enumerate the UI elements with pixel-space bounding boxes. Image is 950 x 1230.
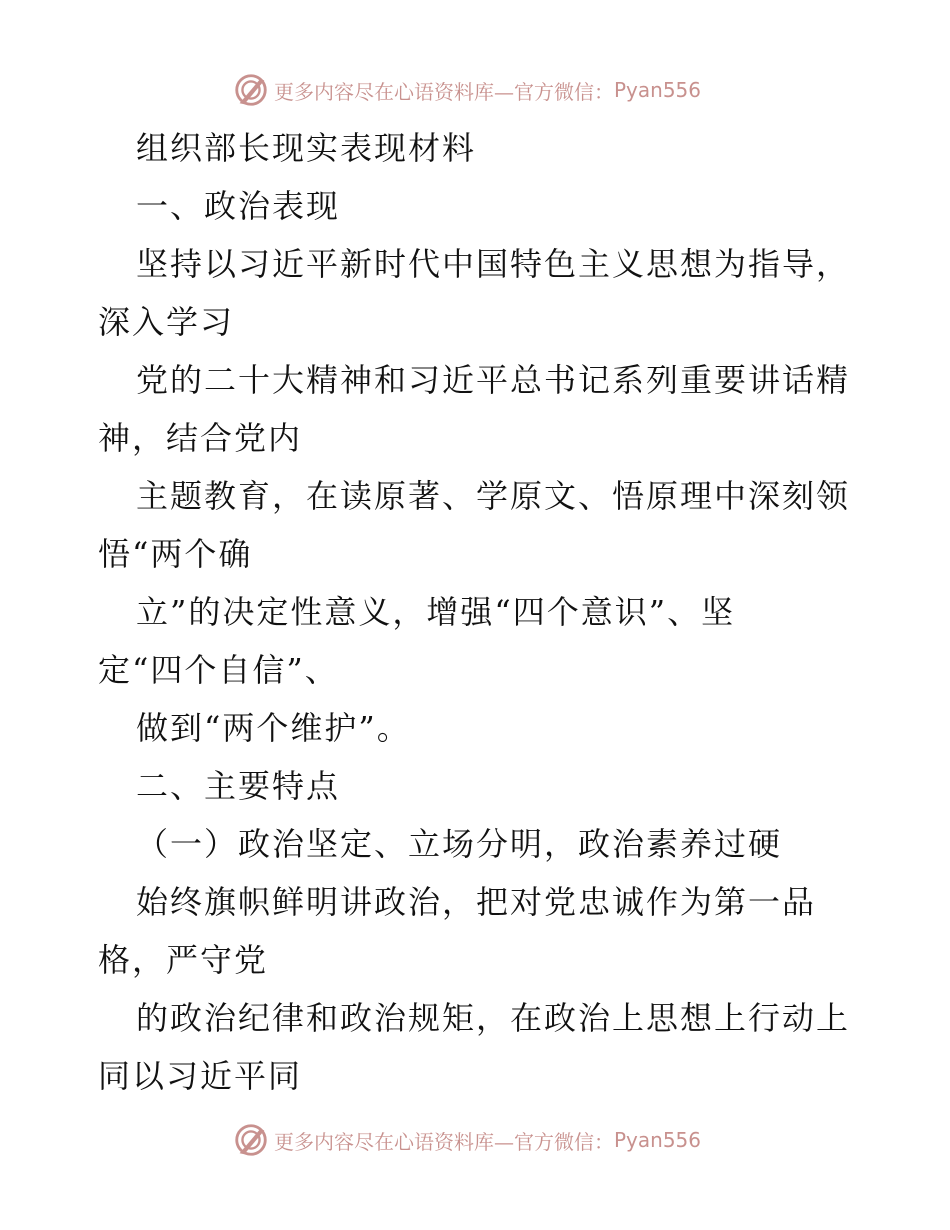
section-heading: 二、主要特点	[136, 767, 341, 805]
paragraph-line: 悟“两个确	[98, 535, 253, 573]
paragraph-line: 同以习近平同	[98, 1057, 303, 1095]
watermark-wechat-id: Pyan556	[614, 78, 702, 102]
watermark-wechat-id: Pyan556	[614, 1128, 702, 1152]
paragraph-line: 始终旗帜鲜明讲政治，把对党忠诚作为第一品	[136, 883, 817, 921]
subsection-heading: （一）政治坚定、立场分明，政治素养过硬	[136, 825, 783, 863]
paragraph-line: 深入学习	[98, 303, 235, 341]
paragraph-line: 的政治纪律和政治规矩，在政治上思想上行动上	[136, 999, 851, 1037]
section-heading: 一、政治表现	[136, 187, 341, 225]
watermark-text: 更多内容尽在心语资料库—官方微信：	[274, 79, 614, 104]
paragraph-line: 党的二十大精神和习近平总书记系列重要讲话精	[136, 361, 851, 399]
document-title: 组织部长现实表现材料	[136, 129, 477, 167]
footer-watermark	[232, 1120, 701, 1160]
paragraph-line: 坚持以习近平新时代中国特色主义思想为指导，	[136, 245, 851, 283]
paragraph-line: 做到“两个维护”。	[136, 709, 411, 747]
quill-pen-logo-icon	[232, 1121, 270, 1159]
watermark-text: 更多内容尽在心语资料库—官方微信：	[274, 1129, 614, 1154]
paragraph-line: 定“四个自信”、	[98, 651, 339, 689]
paragraph-line: 神，结合党内	[98, 419, 303, 457]
paragraph-line: 立”的决定性意义，增强“四个意识”、坚	[136, 593, 736, 631]
paragraph-line: 格，严守党	[98, 941, 269, 979]
paragraph-line: 主题教育，在读原著、学原文、悟原理中深刻领	[136, 477, 851, 515]
